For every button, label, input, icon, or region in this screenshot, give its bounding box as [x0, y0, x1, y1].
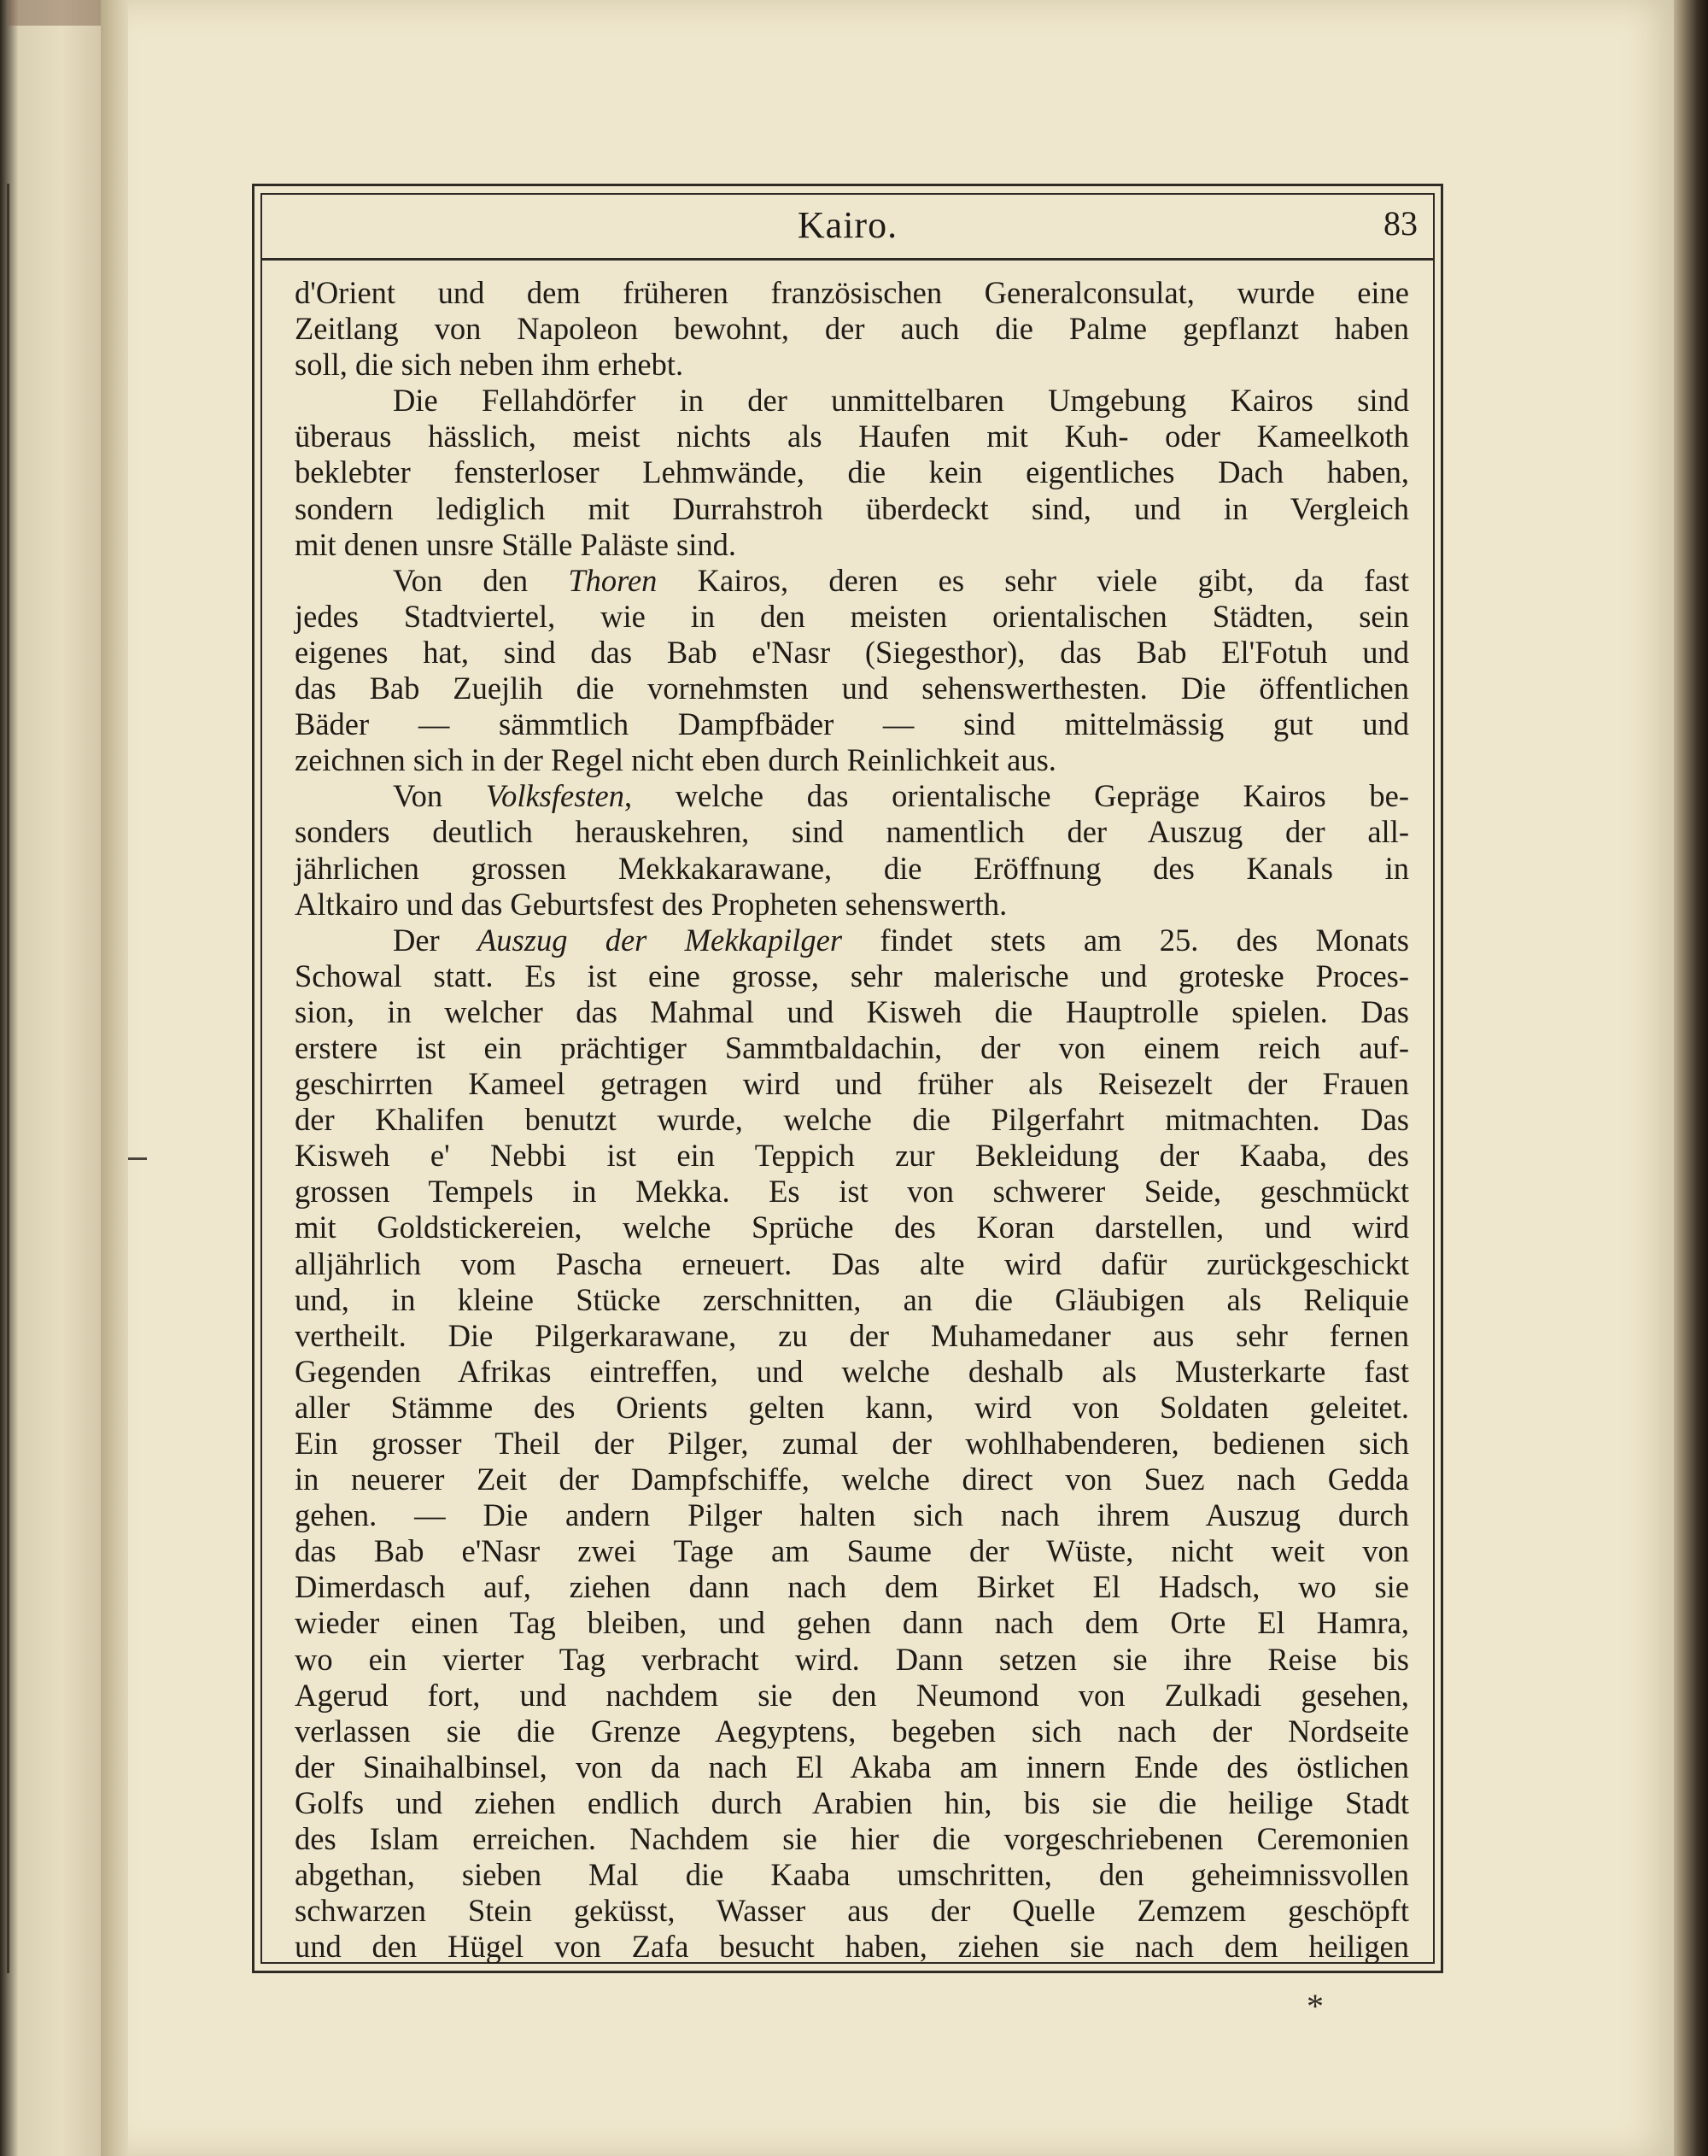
- text-line: alljährlich vom Pascha erneuert. Das alte wird dafür zurückgeschickt: [295, 1245, 1409, 1281]
- text-line: Die Fellahdörfer in der unmittelbaren Umgebung Kairos sind: [393, 383, 1409, 419]
- text-line: sondern lediglich mit Durrahstroh überdeckt sind, und in Vergleich: [295, 490, 1409, 526]
- text-line: Ein grosser Theil der Pilger, zumal der wohlhabenderen, bedienen sich: [295, 1426, 1409, 1461]
- margin-mark: [128, 1157, 147, 1160]
- text-line: Zeitlang von Napoleon bewohnt, der auch die Palme gepflanzt haben: [295, 311, 1409, 347]
- text-line: wo ein vierter Tag verbracht wird. Dann setzen sie ihre Reise bis: [295, 1641, 1409, 1677]
- text-line: Von den Thoren Kairos, deren es sehr viele gibt, da fast: [393, 562, 1409, 598]
- text-line: aller Stämme des Orients gelten kann, wird von Soldaten geleitet.: [295, 1389, 1409, 1425]
- running-title: Kairo.: [797, 204, 898, 246]
- text-line: wieder einen Tag bleiben, und gehen dann nach dem Orte El Hamra,: [295, 1605, 1409, 1641]
- text-line: d'Orient und dem früheren französischen Generalconsulat, wurde eine: [295, 275, 1409, 310]
- text-line: Bäder — sämmtlich Dampfbäder — sind mittelmässig gut und: [295, 706, 1409, 742]
- text-line: und, in kleine Stücke zerschnitten, an die Gläubigen als Reliquie: [295, 1281, 1409, 1317]
- text-line: soll, die sich neben ihm erhebt.: [295, 347, 684, 383]
- text-line: Golfs und ziehen endlich durch Arabien hin, bis sie die heilige Stadt: [295, 1784, 1409, 1820]
- text-line: gehen. — Die andern Pilger halten sich nach ihrem Auszug durch: [295, 1497, 1409, 1533]
- text-line: jährlichen grossen Mekkakarawane, die Eröffnung des Kanals in: [295, 850, 1409, 886]
- text-line: vertheilt. Die Pilgerkarawane, zu der Muhamedaner aus sehr fernen: [295, 1317, 1409, 1353]
- signature-mark: *: [1307, 1987, 1324, 2025]
- text-line: das Bab Zuejlih die vornehmsten und sehenswerthesten. Die öffentlichen: [295, 671, 1409, 706]
- text-line: jedes Stadtviertel, wie in den meisten orientalischen Städten, sein: [295, 598, 1409, 634]
- text-line: Von Volksfesten, welche das orientalische Gepräge Kairos be-: [393, 778, 1410, 814]
- text-line: das Bab e'Nasr zwei Tage am Saume der Wüste, nicht weit von: [295, 1533, 1409, 1569]
- text-line: Gegenden Afrikas eintreffen, und welche deshalb als Musterkarte fast: [295, 1353, 1409, 1389]
- text-line: sion, in welcher das Mahmal und Kisweh die Hauptrolle spielen. Das: [295, 993, 1409, 1029]
- text-line: Schowal statt. Es ist eine grosse, sehr malerische und groteske Proces-: [295, 958, 1409, 993]
- body-text: [295, 275, 1409, 1965]
- header-rule: [260, 258, 1435, 261]
- text-line: Der Auszug der Mekkapilger findet stets am 25. des Monats: [393, 922, 1410, 958]
- text-line: Dimerdasch auf, ziehen dann nach dem Birket El Hadsch, wo sie: [295, 1569, 1409, 1605]
- text-line: Altkairo und das Geburtsfest des Propheten sehenswerth.: [295, 886, 1008, 922]
- text-line: eigenes hat, sind das Bab e'Nasr (Siegesthor), das Bab El'Fotuh und: [295, 634, 1409, 670]
- previous-page-edge: [0, 0, 102, 2156]
- text-line: und den Hügel von Zafa besucht haben, ziehen sie nach dem heiligen: [295, 1929, 1409, 1965]
- page-number: 83: [1383, 204, 1418, 243]
- text-line: sonders deutlich herauskehren, sind namentlich der Auszug der all-: [295, 814, 1409, 850]
- text-line: des Islam erreichen. Nachdem sie hier die vorgeschriebenen Ceremonien: [295, 1821, 1409, 1857]
- text-line: schwarzen Stein geküsst, Wasser aus der Quelle Zemzem geschöpft: [295, 1893, 1409, 1929]
- text-line: der Sinaihalbinsel, von da nach El Akaba am innern Ende des östlichen: [295, 1749, 1409, 1784]
- text-line: der Khalifen benutzt wurde, welche die Pilgerfahrt mitmachten. Das: [295, 1102, 1409, 1138]
- text-line: erstere ist ein prächtiger Sammtbaldachin, der von einem reich auf-: [295, 1029, 1409, 1065]
- text-line: abgethan, sieben Mal die Kaaba umschritten, den geheimnissvollen: [295, 1857, 1409, 1893]
- text-line: beklebter fensterloser Lehmwände, die kein eigentliches Dach haben,: [295, 454, 1409, 490]
- text-line: geschirrten Kameel getragen wird und früher als Reisezelt der Frauen: [295, 1066, 1409, 1102]
- text-line: grossen Tempels in Mekka. Es ist von schwerer Seide, geschmückt: [295, 1174, 1409, 1210]
- text-line: Kisweh e' Nebbi ist ein Teppich zur Bekleidung der Kaaba, des: [295, 1138, 1409, 1174]
- text-line: Agerud fort, und nachdem sie den Neumond von Zulkadi gesehen,: [295, 1677, 1409, 1713]
- page-right-edge: [1674, 0, 1708, 2156]
- text-line: überaus hässlich, meist nichts als Haufen mit Kuh- oder Kameelkoth: [295, 419, 1409, 454]
- text-line: zeichnen sich in der Regel nicht eben durch Reinlichkeit aus.: [295, 742, 1056, 778]
- text-line: verlassen sie die Grenze Aegyptens, begeben sich nach der Nordseite: [295, 1713, 1409, 1749]
- text-line: mit denen unsre Ställe Paläste sind.: [295, 526, 736, 562]
- text-line: mit Goldstickereien, welche Sprüche des Koran darstellen, und wird: [295, 1210, 1409, 1245]
- text-line: in neuerer Zeit der Dampfschiffe, welche direct von Suez nach Gedda: [295, 1462, 1409, 1497]
